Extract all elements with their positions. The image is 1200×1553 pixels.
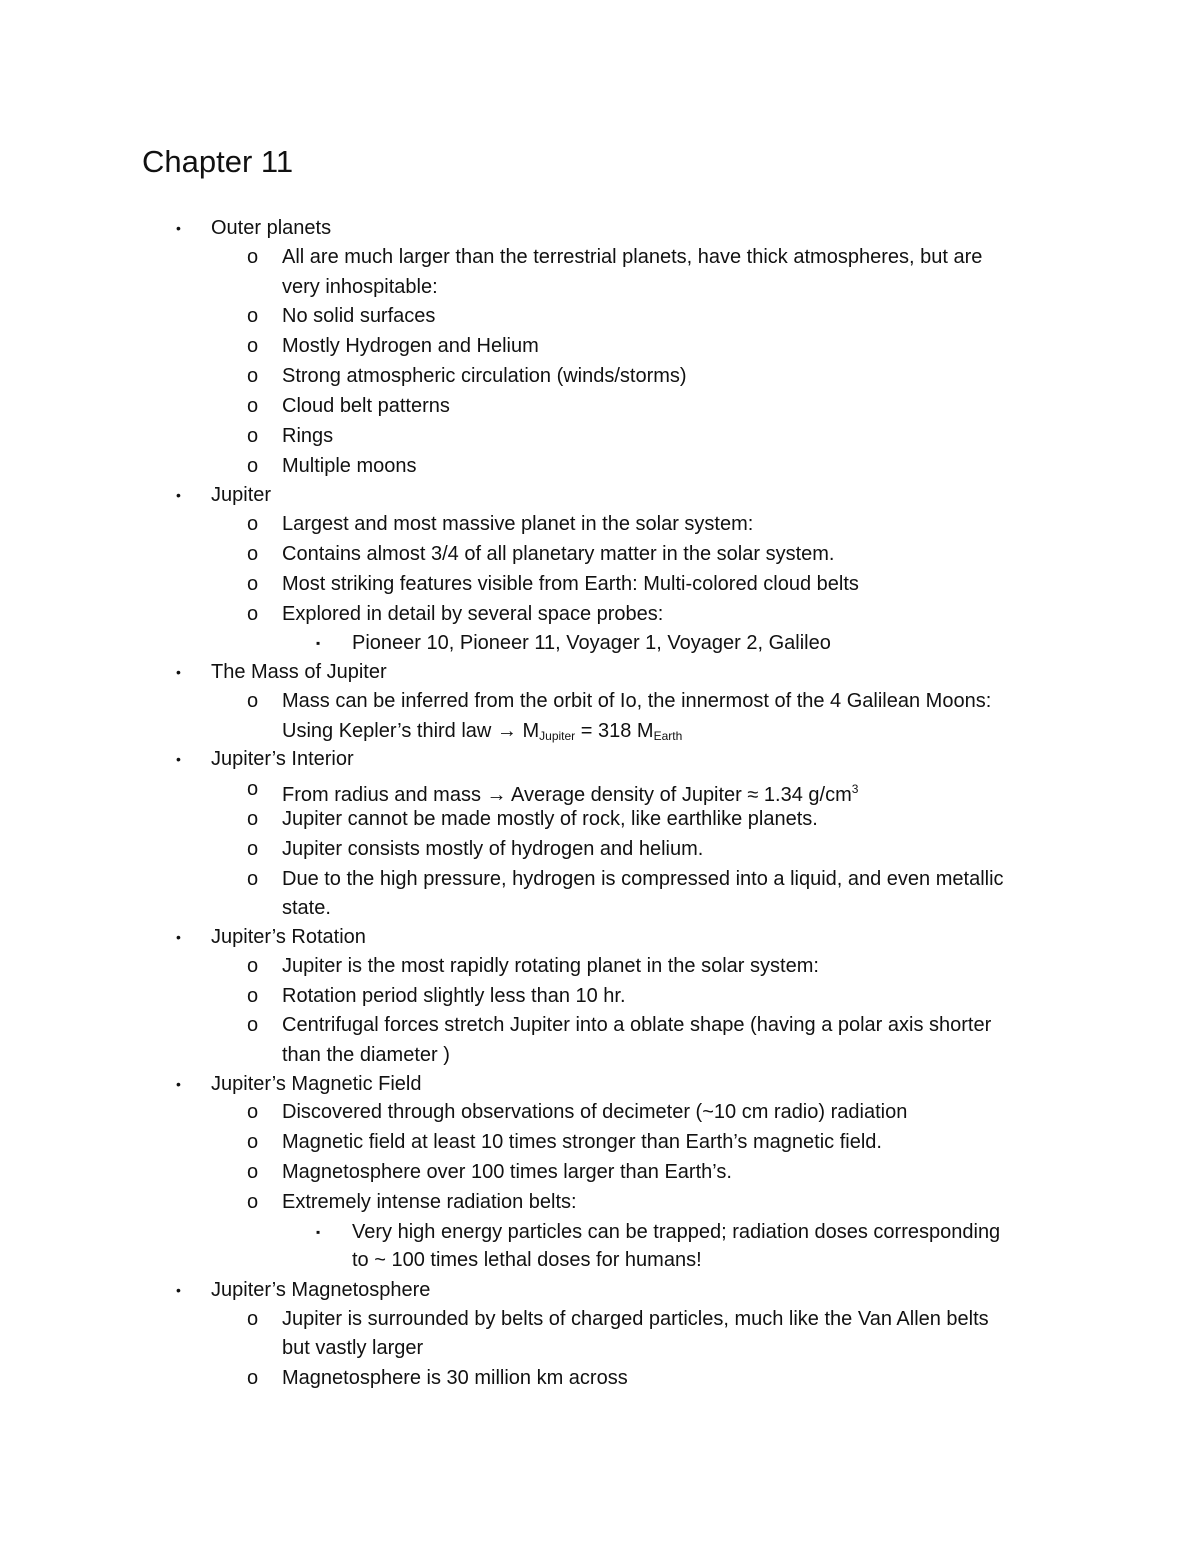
bullet-marker: • xyxy=(176,1076,181,1092)
list-item-continuation: state. xyxy=(282,897,331,919)
circle-marker: o xyxy=(247,1308,259,1330)
circle-marker: o xyxy=(247,1367,259,1389)
list-item: Mass can be inferred from the orbit of Io, the innermost of the 4 Galilean Moons: xyxy=(282,690,992,712)
sub-list-item: Pioneer 10, Pioneer 11, Voyager 1, Voyager 2, Galileo xyxy=(352,632,831,654)
circle-marker: o xyxy=(247,455,259,477)
formula-prefix: Using Kepler’s third law → M xyxy=(282,720,540,742)
cubed-superscript: 3 xyxy=(851,782,859,796)
jupiter-subscript: Jupiter xyxy=(539,729,576,743)
circle-marker: o xyxy=(247,985,259,1007)
circle-marker: o xyxy=(247,1131,259,1153)
bullet-marker: • xyxy=(176,1282,181,1298)
list-item: Mostly Hydrogen and Helium xyxy=(282,335,539,357)
list-item: Jupiter consists mostly of hydrogen and helium. xyxy=(282,838,704,860)
bullet-marker: • xyxy=(176,664,181,680)
list-item: Largest and most massive planet in the solar system: xyxy=(282,513,754,535)
section-heading-magnetic-field: Jupiter’s Magnetic Field xyxy=(211,1073,422,1095)
bullet-marker: • xyxy=(176,929,181,945)
circle-marker: o xyxy=(247,778,259,800)
list-item: Rings xyxy=(282,425,334,447)
bullet-marker: • xyxy=(176,751,181,767)
list-item: Magnetic field at least 10 times stronger than Earth’s magnetic field. xyxy=(282,1131,882,1153)
circle-marker: o xyxy=(247,1161,259,1183)
list-item: Cloud belt patterns xyxy=(282,395,450,417)
list-item: Jupiter cannot be made mostly of rock, like earthlike planets. xyxy=(282,808,818,830)
list-item-continuation: than the diameter ) xyxy=(282,1044,450,1066)
circle-marker: o xyxy=(247,573,259,595)
list-item: Jupiter is the most rapidly rotating planet in the solar system: xyxy=(282,955,819,977)
list-item: Rotation period slightly less than 10 hr. xyxy=(282,985,626,1007)
sub-list-item: Very high energy particles can be trapped; radiation doses corresponding xyxy=(352,1221,1001,1243)
formula-mid: = 318 M xyxy=(575,720,654,742)
sub-list-item-continuation: to ~ 100 times lethal doses for humans! xyxy=(352,1249,702,1271)
list-item: Most striking features visible from Earth: Multi-colored cloud belts xyxy=(282,573,859,595)
square-marker: ▪ xyxy=(316,636,321,650)
earth-subscript: Earth xyxy=(653,729,683,743)
circle-marker: o xyxy=(247,1191,259,1213)
list-item: Due to the high pressure, hydrogen is compressed into a liquid, and even metallic xyxy=(282,868,1004,890)
list-item: All are much larger than the terrestrial planets, have thick atmospheres, but are xyxy=(282,246,983,268)
list-item: Jupiter is surrounded by belts of charged particles, much like the Van Allen belts xyxy=(282,1308,989,1330)
list-item: Discovered through observations of decimeter (~10 cm radio) radiation xyxy=(282,1101,908,1123)
circle-marker: o xyxy=(247,603,259,625)
circle-marker: o xyxy=(247,425,259,447)
list-item: Magnetosphere is 30 million km across xyxy=(282,1367,628,1389)
circle-marker: o xyxy=(247,513,259,535)
list-item: Multiple moons xyxy=(282,455,417,477)
list-item: Extremely intense radiation belts: xyxy=(282,1191,577,1213)
circle-marker: o xyxy=(247,305,259,327)
section-heading-magnetosphere: Jupiter’s Magnetosphere xyxy=(211,1279,431,1301)
section-heading-outer-planets: Outer planets xyxy=(211,217,332,239)
list-item: Centrifugal forces stretch Jupiter into a oblate shape (having a polar axis shorter xyxy=(282,1014,992,1036)
circle-marker: o xyxy=(247,808,259,830)
circle-marker: o xyxy=(247,1014,259,1036)
list-item: No solid surfaces xyxy=(282,305,436,327)
circle-marker: o xyxy=(247,868,259,890)
list-item-continuation: very inhospitable: xyxy=(282,276,438,298)
list-item: Explored in detail by several space probes: xyxy=(282,603,664,625)
section-heading-interior: Jupiter’s Interior xyxy=(211,748,354,770)
list-item-continuation: but vastly larger xyxy=(282,1337,424,1359)
list-item: Contains almost 3/4 of all planetary matter in the solar system. xyxy=(282,543,835,565)
circle-marker: o xyxy=(247,365,259,387)
circle-marker: o xyxy=(247,1101,259,1123)
section-heading-rotation: Jupiter’s Rotation xyxy=(211,926,366,948)
circle-marker: o xyxy=(247,335,259,357)
list-item: Strong atmospheric circulation (winds/storms) xyxy=(282,365,687,387)
page-title: Chapter 11 xyxy=(142,144,294,179)
section-heading-mass: The Mass of Jupiter xyxy=(211,661,387,683)
circle-marker: o xyxy=(247,543,259,565)
circle-marker: o xyxy=(247,246,259,268)
section-heading-jupiter: Jupiter xyxy=(211,484,272,506)
bullet-marker: • xyxy=(176,487,181,503)
list-item: Magnetosphere over 100 times larger than Earth’s. xyxy=(282,1161,732,1183)
circle-marker: o xyxy=(247,838,259,860)
circle-marker: o xyxy=(247,955,259,977)
square-marker: ▪ xyxy=(316,1225,321,1239)
circle-marker: o xyxy=(247,690,259,712)
circle-marker: o xyxy=(247,395,259,417)
bullet-marker: • xyxy=(176,220,181,236)
density-text: From radius and mass → Average density of Jupiter ≈ 1.34 g/cm xyxy=(282,784,852,806)
